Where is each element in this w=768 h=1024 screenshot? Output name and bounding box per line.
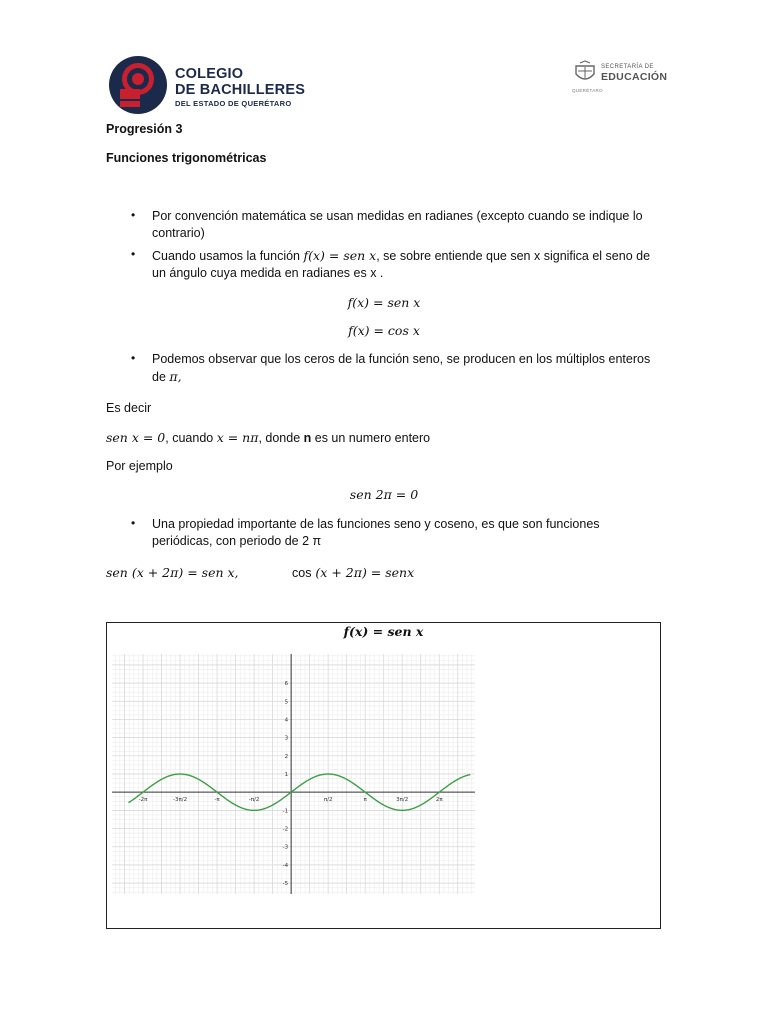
zeros-statement: sen x = 0, cuando x = nπ, donde n es un numero entero <box>106 430 431 445</box>
x-tick-label: -2π <box>138 797 148 804</box>
bullet-icon: • <box>131 208 136 222</box>
formula-sine: f(x) = sen x <box>347 295 421 310</box>
x-tick-label: -π/2 <box>248 797 260 804</box>
bullet-icon: • <box>131 351 136 365</box>
y-tick-label: -4 <box>282 862 289 869</box>
bullet-periodic: Una propiedad importante de las funciones seno y coseno, es que son funciones periódicas, con periodo de 2 π <box>152 517 600 548</box>
y-tick-label: -3 <box>282 844 289 851</box>
por-ejemplo-text: Por ejemplo <box>106 459 173 473</box>
es-decir-text: Es decir <box>106 401 152 415</box>
formula-cosine: f(x) = cos x <box>348 323 420 338</box>
y-tick-label: 5 <box>284 699 289 706</box>
college-name-line3: DEL ESTADO DE QUERÉTARO <box>175 99 292 108</box>
x-tick-label: 2π <box>435 797 443 804</box>
period-cosine-formula: cos (x + 2π) = senx <box>292 565 415 580</box>
y-tick-label: -5 <box>282 881 289 888</box>
period-sine-formula: sen (x + 2π) = sen x, <box>106 565 239 580</box>
y-tick-label: 2 <box>284 753 289 760</box>
bullet-zeros: Podemos observar que los ceros de la función seno, se producen en los múltiplos enteros de π, <box>152 352 651 384</box>
x-tick-label: π <box>363 797 367 804</box>
bullet-radians: Por convención matemática se usan medidas en radianes (excepto cuando se indique lo contrario) <box>152 209 643 240</box>
cobaq-logo <box>106 55 170 115</box>
queretaro-seal-icon <box>572 60 598 86</box>
sine-graph <box>112 654 475 894</box>
x-tick-label: π/2 <box>323 797 333 804</box>
secretaria-line1: SECRETARÍA DE <box>601 64 654 70</box>
progression-heading: Progresión 3 <box>106 122 183 136</box>
graph-title: f(x) = sen x <box>343 624 424 639</box>
y-tick-label: 1 <box>284 772 289 778</box>
y-tick-label: 6 <box>284 681 289 688</box>
formula-example: sen 2π = 0 <box>349 487 419 502</box>
bullet-icon: • <box>131 516 136 530</box>
x-tick-label: -π <box>214 797 220 804</box>
y-tick-label: -1 <box>282 808 289 815</box>
y-tick-label: 4 <box>284 717 289 724</box>
y-tick-label: 3 <box>284 735 289 742</box>
bullet-icon: • <box>131 247 136 261</box>
y-tick-label: -2 <box>282 826 289 833</box>
x-tick-label: -3π/2 <box>172 797 188 804</box>
college-name-line1: COLEGIO <box>175 66 244 82</box>
college-name-line2: DE BACHILLERES <box>175 82 306 98</box>
secretaria-line2: EDUCACIÓN <box>601 71 668 83</box>
topic-heading: Funciones trigonométricas <box>106 151 267 165</box>
graph-grid <box>112 654 475 894</box>
bullet-function-definition: Cuando usamos la función f(x) = sen x, se sobre entiende que sen x significa el seno de un ángulo cuya medida en radianes es x . <box>152 248 651 280</box>
secretaria-line3: QUERÉTARO <box>572 88 603 93</box>
x-tick-label: 3π/2 <box>396 797 409 804</box>
